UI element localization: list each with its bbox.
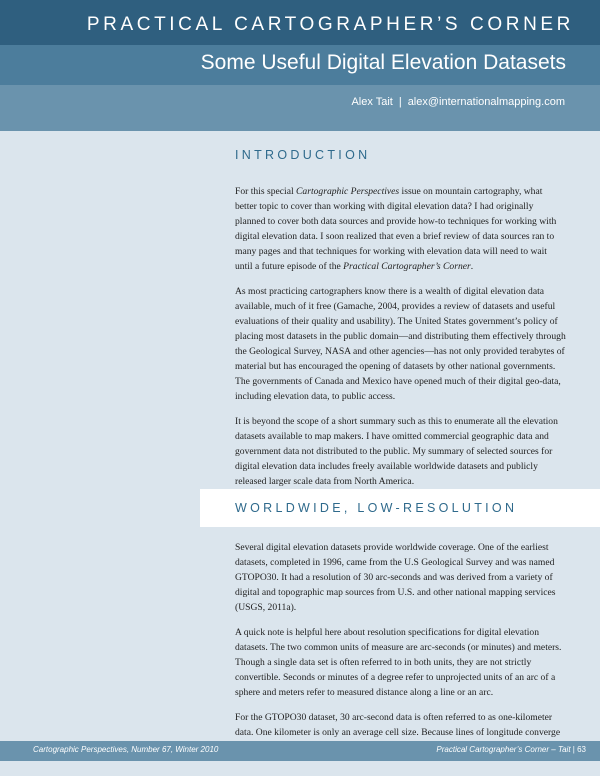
column-title: Practical Cartographer’s Corner: [343, 261, 471, 272]
worldwide-heading-box: [200, 489, 600, 527]
page-footer: [0, 741, 600, 761]
text-run: For this special: [235, 186, 297, 197]
intro-section: [235, 148, 566, 499]
footer-citation: Cartographic Perspectives, Number 67, Winter 2010: [33, 745, 219, 754]
author-email[interactable]: alex@internationalmapping.com: [407, 96, 565, 108]
footer-running-head: [436, 745, 586, 754]
series-banner: [0, 0, 600, 45]
worldwide-paragraph-2: A quick note is helpful here about resolution specifications for digital elevation datasets. The two common units of measure are arc-seconds (or minutes) and meters. Though a single data set is often referred to in both units, they are not strictly convertible. Seconds or minutes of a degree refer to unprojected units of an arc of a sphere and meters refer to measured distance along a line or an arc.: [235, 627, 562, 698]
text-run: issue on mountain cartography, what better topic to cover than working with digital elevation data? I had originally planned to cover both data sources and provide how-to techniques for working with digital elevation data. I soon realized that even a brief review of data sources ran to many pages and that techniques for working with elevation data will need to wait until a future episode of the: [235, 186, 557, 272]
worldwide-section: [235, 540, 566, 765]
title-banner: [0, 45, 600, 85]
worldwide-paragraph-1: Several digital elevation datasets provide worldwide coverage. One of the earliest datasets, completed in 1996, came from the U.S Geological Survey and was named GTOPO30. It had a resolution of 30 arc-seconds and was derived from a variety of digital and topographic map sources from U.S. and other national mapping services (USGS, 2011a).: [235, 542, 556, 613]
footer-separator: |: [572, 745, 575, 754]
author-name: Alex Tait: [351, 96, 393, 108]
page-number: 63: [577, 745, 586, 754]
series-title: PRACTICAL CARTOGRAPHER’S CORNER: [86, 14, 574, 35]
text-run: .: [470, 261, 474, 272]
byline: [351, 96, 565, 108]
section-heading-introduction: INTRODUCTION: [235, 148, 371, 162]
worldwide-paragraph-3: For the GTOPO30 dataset, 30 arc-second data is often referred to as one-kilometer data. One kilometer is only an average cell size. Because lines of longitude converge: [235, 712, 561, 738]
intro-paragraph-2: As most practicing cartographers know there is a wealth of digital elevation data available, much of it free (Gamache, 2004, provides a review of datasets and useful evaluations of their quality and usability). The United States government’s policy of placing most datasets in the public domain—and distributing them effectively through the Geological Survey, NASA and other agencies—has not only provided terabytes of material but has encouraged the opening of datasets by other national governments. The governments of Canada and Mexico have opened much of their digital geo-data, including elevation data, to public access.: [235, 286, 566, 402]
intro-paragraph-3: It is beyond the scope of a short summary such as this to enumerate all the elevation datasets available to map makers. I have omitted commercial geographic data and government data not distributed to the public. My summary of selected sources for digital elevation data includes freely available worldwide datasets and publicly released larger scale data from North America.: [235, 416, 558, 487]
intro-paragraph-1: [235, 184, 566, 274]
author-banner: [0, 85, 600, 131]
article-title: Some Useful Digital Elevation Datasets: [200, 51, 566, 74]
byline-separator: |: [398, 96, 402, 108]
journal-title: Cartographic Perspectives: [296, 186, 400, 197]
footer-column-title: Practical Cartographer’s Corner – Tait: [436, 745, 571, 754]
section-heading-worldwide: WORLDWIDE, LOW-RESOLUTION: [235, 501, 518, 515]
